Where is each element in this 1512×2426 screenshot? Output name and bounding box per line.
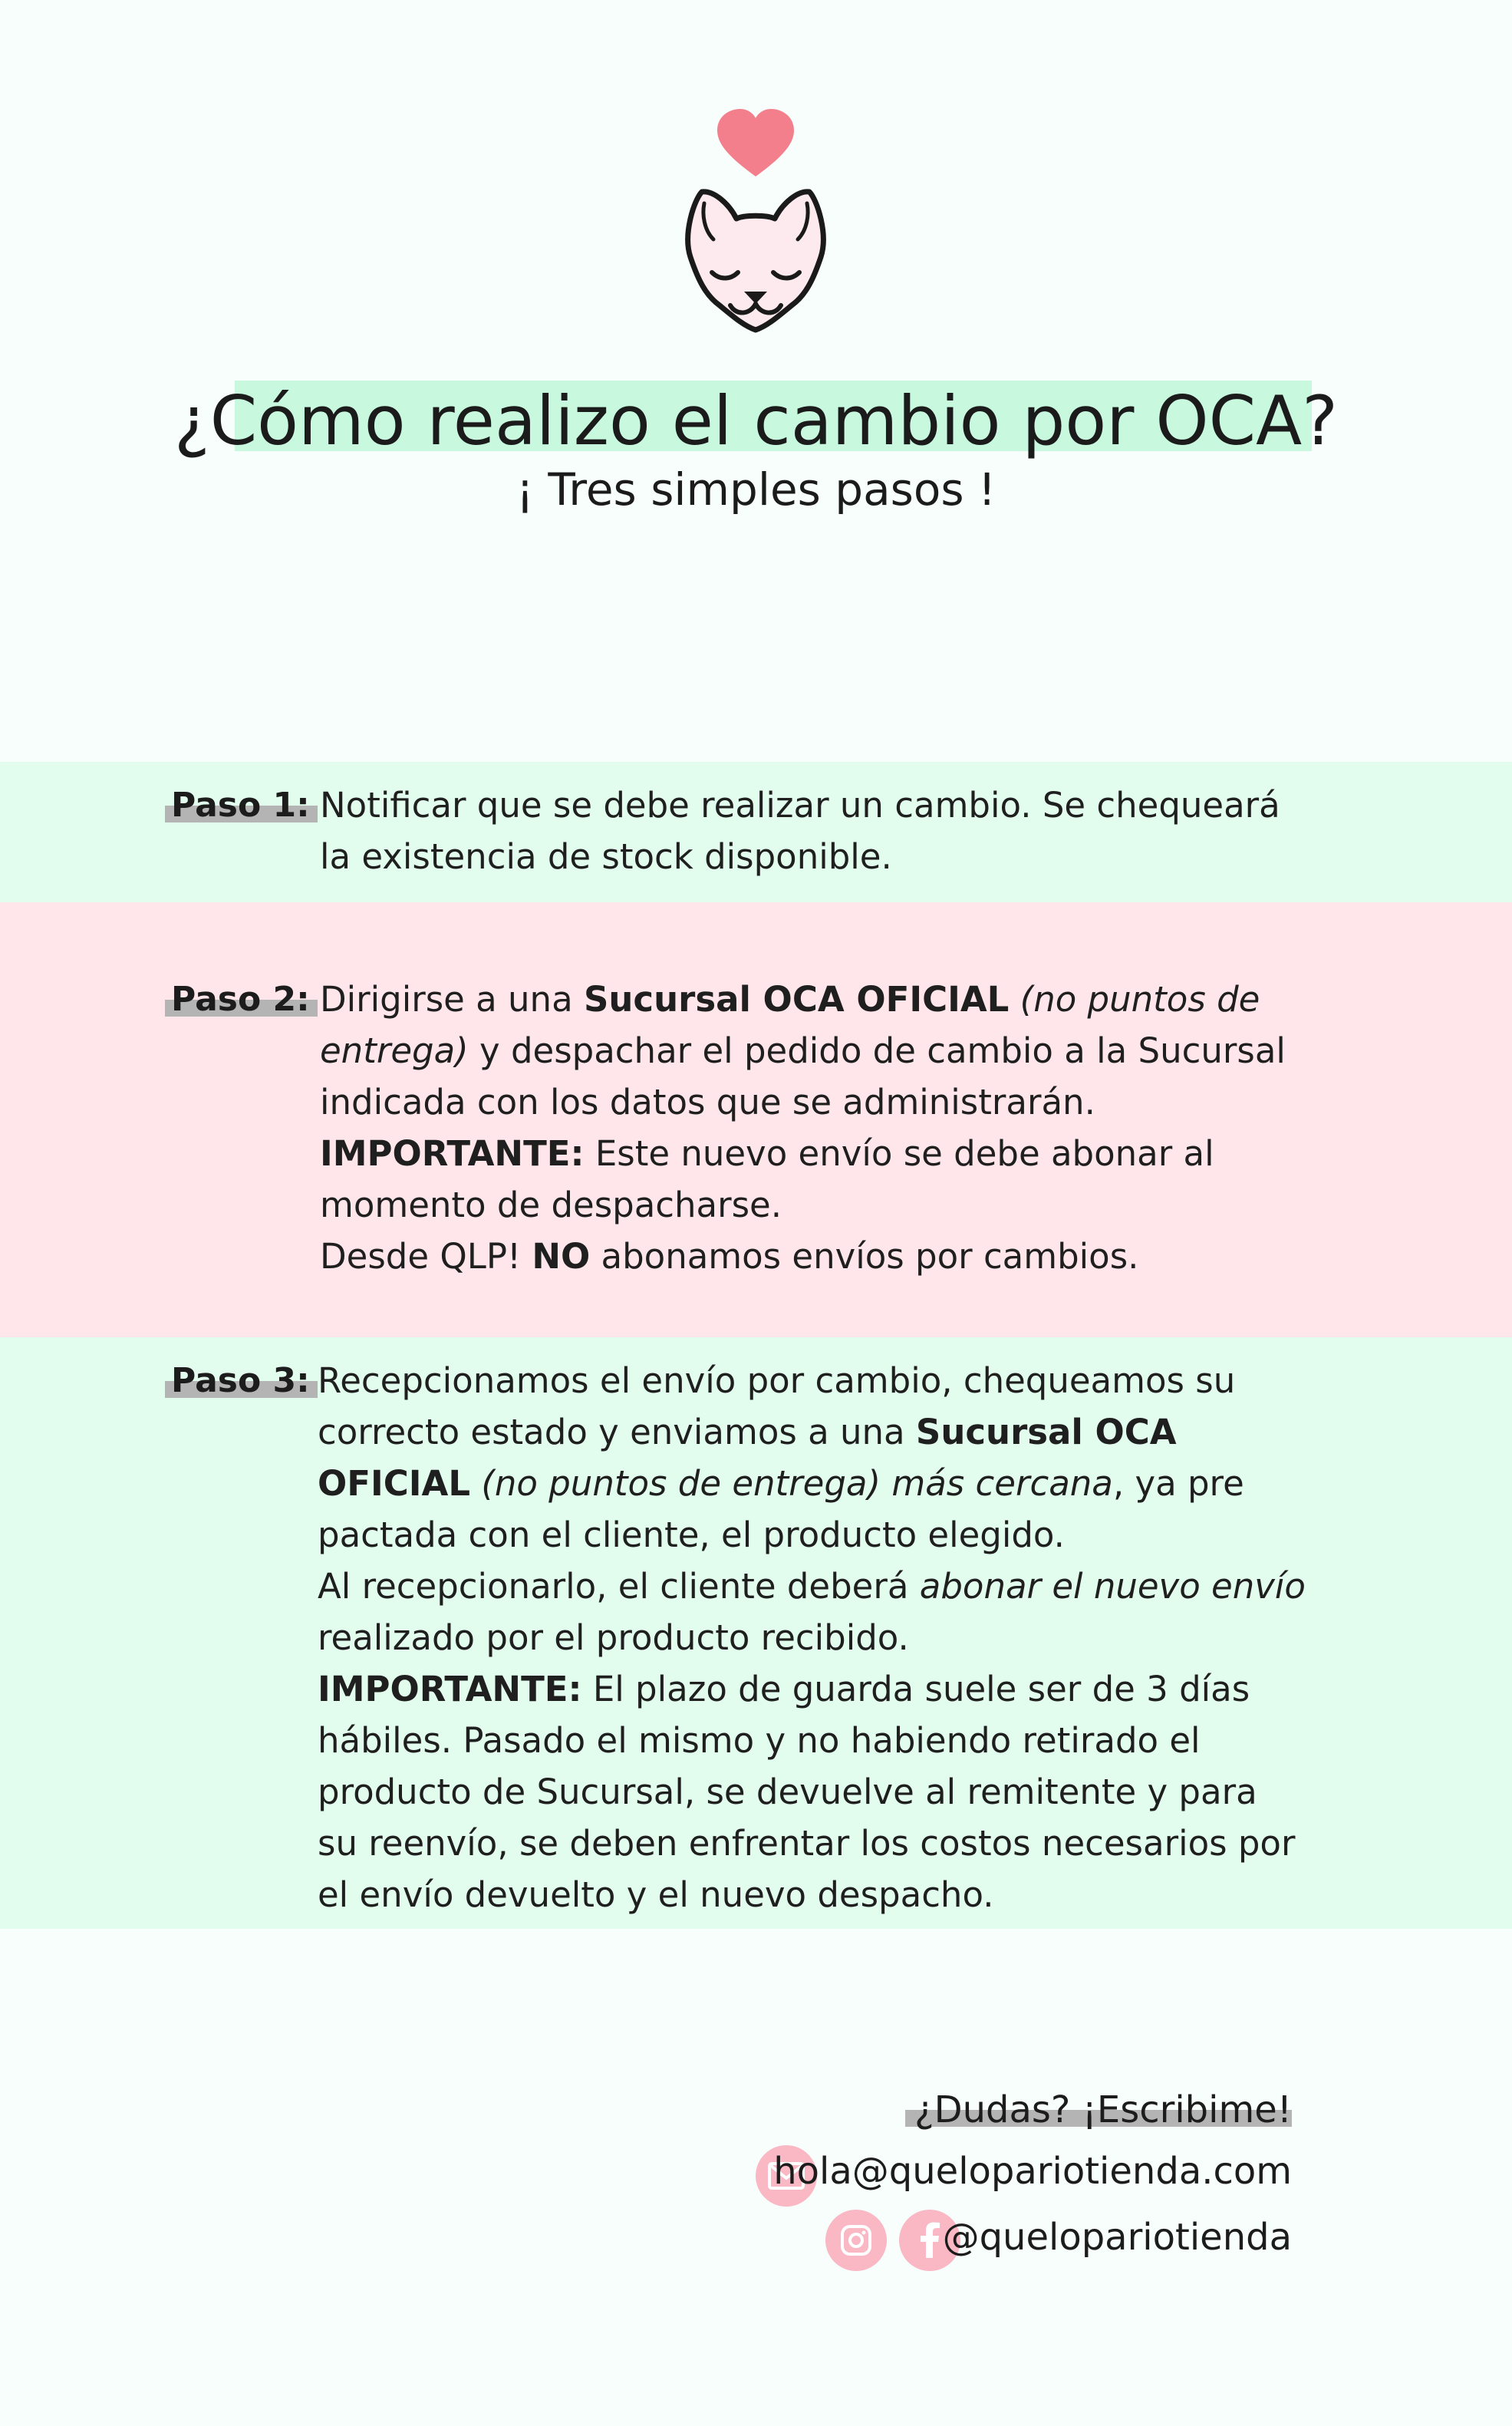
- page-subtitle: ¡ Tres simples pasos !: [516, 463, 996, 516]
- step-2-text: Dirigirse a una Sucursal OCA OFICIAL (no puntos de entrega) y despachar el pedido de cambio a la Sucursal indicada con los datos que se administrarán. IMPORTANTE: Este nuevo envío se debe abonar al momento de despacharse. Desde QLP! NO abonamos envíos por cambios.: [320, 979, 1286, 1277]
- step-2-label: Paso 2:: [165, 980, 318, 1020]
- instagram-icon[interactable]: [825, 2210, 887, 2271]
- step-3-label: Paso 3:: [165, 1361, 318, 1401]
- step-1-text: Notificar que se debe realizar un cambio. Se chequeará la existencia de stock disponible.: [320, 785, 1280, 877]
- contact-heading: ¿Dudas? ¡Escribime!: [905, 2087, 1292, 2133]
- bulldog-heart-icon: [660, 100, 852, 345]
- step-3-text: Recepcionamos el envío por cambio, chequeamos su correcto estado y enviamos a una Sucursal OCA OFICIAL (no puntos de entrega) más cercana, ya pre pactada con el cliente, el producto elegido. Al recepcionarlo, el cliente deberá abonar el nuevo envío realizado por el producto recibido. IMPORTANTE: El plazo de guarda suele ser de 3 días hábiles. Pasado el mismo y no habiendo retirado el producto de Sucursal, se devuelve al remitente y para su reenvío, se deben enfrentar los costos necesarios por el envío devuelto y el nuevo despacho.: [318, 1360, 1306, 1915]
- step-1-label: Paso 1:: [165, 786, 318, 826]
- page-title: ¿Cómo realizo el cambio por OCA?: [174, 381, 1338, 460]
- contact-email[interactable]: hola@quelopariotienda.com: [773, 2150, 1292, 2193]
- contact-social-handle[interactable]: @quelopariotienda: [942, 2216, 1292, 2259]
